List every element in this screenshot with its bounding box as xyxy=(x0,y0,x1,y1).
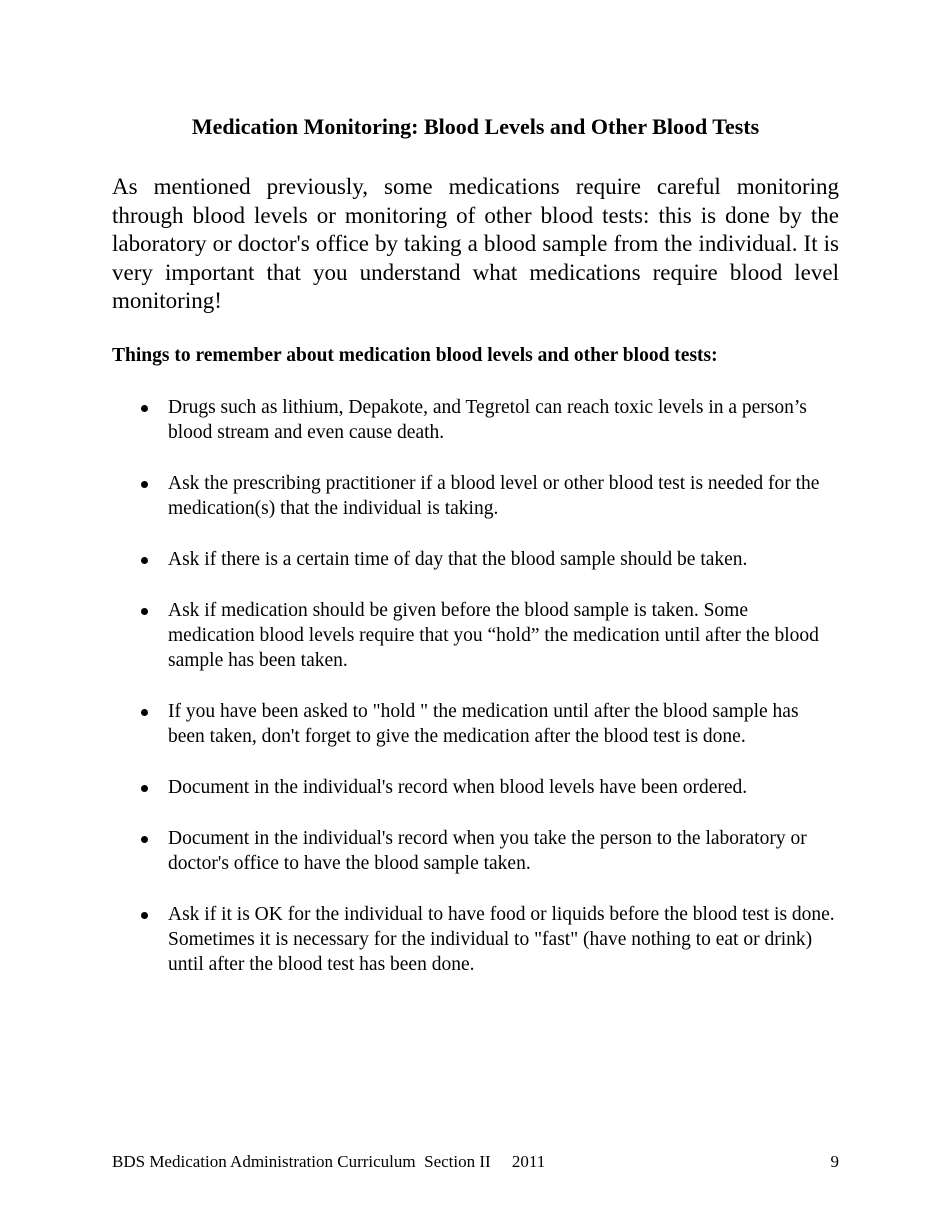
section-subheading: Things to remember about medication blood levels and other blood tests: xyxy=(112,345,718,366)
footer-text: BDS Medication Administration Curriculum Section II 2011 xyxy=(112,1152,546,1171)
list-item-text: If you have been asked to "hold " the medication until after the blood sample has been taken, don't forget to give the medication after the blood test is done. xyxy=(168,701,799,747)
list-item-text: Ask if there is a certain time of day that the blood sample should be taken. xyxy=(168,549,748,570)
list-item xyxy=(112,598,839,673)
list-item xyxy=(112,471,839,521)
list-item-text: Drugs such as lithium, Depakote, and Tegretol can reach toxic levels in a person’s blood stream and even cause death. xyxy=(168,397,807,443)
bullet-icon xyxy=(141,557,148,564)
list-item-text: Ask if it is OK for the individual to have food or liquids before the blood test is done. Sometimes it is necessary for the individual to "fast" (have nothing to eat or drink) until after the blood test has been done. xyxy=(168,904,835,975)
bullet-icon xyxy=(141,608,148,615)
list-item-text: Document in the individual's record when blood levels have been ordered. xyxy=(168,777,748,798)
intro-paragraph: As mentioned previously, some medications require careful monitoring through blood levels or monitoring of other blood tests: this is done by the laboratory or doctor's office by taking a blood sample from the individual. It is very important that you understand what medications require blood level monitoring! xyxy=(112,174,839,314)
bullet-icon xyxy=(141,405,148,412)
list-item xyxy=(112,547,839,572)
list-item xyxy=(112,395,839,445)
bullet-icon xyxy=(141,912,148,919)
bullet-icon xyxy=(141,481,148,488)
list-item-text: Ask if medication should be given before the blood sample is taken. Some medication blood levels require that you “hold” the medication until after the blood sample has been taken. xyxy=(168,600,819,671)
list-item xyxy=(112,775,839,800)
page-number: 9 xyxy=(830,1152,839,1171)
bullet-icon xyxy=(141,785,148,792)
list-item xyxy=(112,902,839,977)
list-item-text: Ask the prescribing practitioner if a blood level or other blood test is needed for the medication(s) that the individual is taking. xyxy=(168,473,820,519)
list-item xyxy=(112,826,839,876)
bullet-icon xyxy=(141,709,148,716)
page-title: Medication Monitoring: Blood Levels and Other Blood Tests xyxy=(191,114,760,139)
list-item-text: Document in the individual's record when you take the person to the laboratory or doctor's office to have the blood sample taken. xyxy=(168,828,807,874)
bullet-icon xyxy=(141,836,148,843)
reminder-list xyxy=(112,395,839,1003)
list-item xyxy=(112,699,839,749)
